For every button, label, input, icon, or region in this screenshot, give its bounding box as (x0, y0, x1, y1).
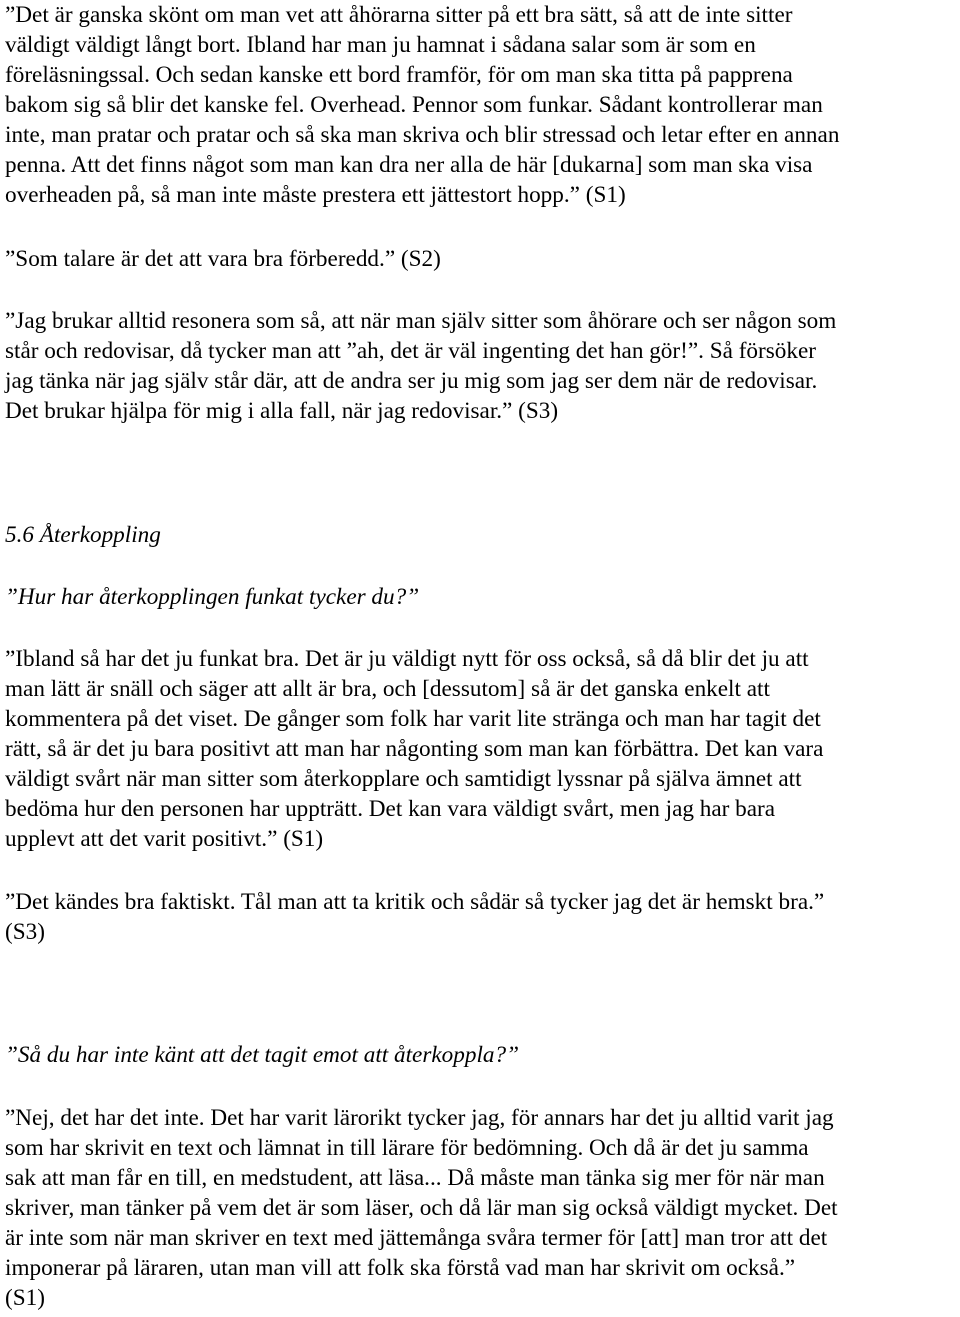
quote-s1-feedback (5, 644, 957, 854)
question-text: ”Så du har inte känt att det tagit emot att återkoppla?” (5, 1042, 519, 1068)
text-line: som har skrivit en text och lämnat in till lärare för bedömning. Och då är det ju samma (5, 1135, 809, 1161)
text-line: inte, man pratar och pratar och så ska man skriva och blir stressad och letar efter en annan (5, 122, 840, 148)
text-line: jag tänka när jag själv står där, att de andra ser ju mig som jag ser dem när de redovisar. (5, 368, 818, 394)
interview-question (5, 582, 957, 612)
text-line: sak att man får en till, en medstudent, att läsa... Då måste man tänka sig mer för när man (5, 1165, 825, 1191)
quote-s1-practical-conditions (5, 0, 957, 210)
text-line: overheaden på, så man inte måste prestera ett jättestort hopp.” (S1) (5, 182, 626, 208)
text-line: bedöma hur den personen har uppträtt. Det kan vara väldigt svårt, men jag har bara (5, 796, 776, 822)
quote-s3-feedback (5, 887, 957, 947)
text-line: Det brukar hjälpa för mig i alla fall, när jag redovisar.” (S3) (5, 398, 559, 424)
text-line: man lätt är snäll och säger att allt är bra, och [dessutom] så är det ganska enkelt att (5, 676, 770, 702)
question-text: ”Hur har återkopplingen funkat tycker du?” (5, 584, 420, 610)
text-line: ”Som talare är det att vara bra förberedd.” (S2) (5, 246, 441, 272)
quote-s3-audience (5, 306, 957, 426)
text-line: (S3) (5, 919, 45, 945)
text-line: ”Ibland så har det ju funkat bra. Det är ju väldigt nytt för oss också, så då blir det ju att (5, 646, 809, 672)
text-line: kommentera på det viset. De gånger som folk har varit lite stränga och man har tagit det (5, 706, 821, 732)
text-line: föreläsningssal. Och sedan kanske ett bord framför, för om man ska titta på papprena (5, 62, 793, 88)
section-heading (5, 520, 957, 550)
text-line: imponerar på läraren, utan man vill att folk ska förstå vad man har skrivit om också.” (5, 1255, 796, 1281)
text-line: bakom sig så blir det kanske fel. Overhead. Pennor som funkar. Sådant kontrollerar man (5, 92, 823, 118)
text-line: upplevt att det varit positivt.” (S1) (5, 826, 324, 852)
text-line: ”Jag brukar alltid resonera som så, att när man själv sitter som åhörare och ser någon som (5, 308, 837, 334)
quote-s1-giving-feedback (5, 1103, 957, 1313)
quote-s2-preparation (5, 244, 957, 274)
text-line: väldigt väldigt långt bort. Ibland har man ju hamnat i sådana salar som är som en (5, 32, 756, 58)
text-line: ”Det är ganska skönt om man vet att åhörarna sitter på ett bra sätt, så att de inte sitter (5, 2, 793, 28)
text-line: rätt, så är det ju bara positivt att man har någonting som man kan förbättra. Det kan vara (5, 736, 824, 762)
text-line: ”Det kändes bra faktiskt. Tål man att ta kritik och sådär så tycker jag det är hemskt bra.” (5, 889, 825, 915)
text-line: ”Nej, det har det inte. Det har varit lärorikt tycker jag, för annars har det ju alltid varit jag (5, 1105, 834, 1131)
interview-question (5, 1040, 957, 1070)
text-line: (S1) (5, 1285, 45, 1311)
section-heading-text: 5.6 Återkoppling (5, 522, 161, 548)
text-line: är inte som när man skriver en text med jättemånga svåra termer för [att] man tror att det (5, 1225, 828, 1251)
text-line: skriver, man tänker på vem det är som läser, och då lär man sig också väldigt mycket. Det (5, 1195, 838, 1221)
text-line: står och redovisar, då tycker man att ”ah, det är väl ingenting det han gör!”. Så försöker (5, 338, 816, 364)
text-line: penna. Att det finns något som man kan dra ner alla de här [dukarna] som man ska visa (5, 152, 813, 178)
text-line: väldigt svårt när man sitter som återkopplare och samtidigt lyssnar på själva ämnet att (5, 766, 802, 792)
